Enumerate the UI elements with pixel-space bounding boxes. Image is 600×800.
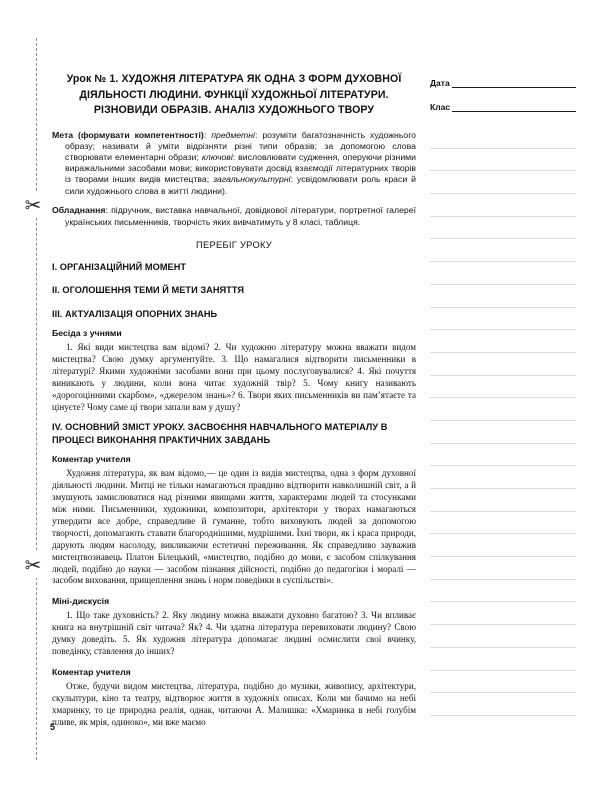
note-line[interactable] bbox=[430, 376, 576, 399]
lesson-equipment-label: Обладнання bbox=[52, 205, 106, 216]
note-line[interactable] bbox=[430, 625, 576, 648]
page-title: Урок № 1. ХУДОЖНЯ ЛІТЕРАТУРА ЯК ОДНА З ФОРМ ДУХОВНОЇ ДІЯЛЬНОСТІ ЛЮДИНИ. ФУНКЦІЇ ХУДОЖНЬОЇ ЛІТЕРАТУРИ. РІЗНОВИДИ ОБРАЗІВ. АНАЛІЗ ХУДОЖНЬОГО ТВОРУ bbox=[66, 73, 402, 116]
note-line[interactable] bbox=[430, 693, 576, 716]
date-label: Дата bbox=[430, 78, 450, 88]
teacher-comment-text-1: Художня література, як вам відомо,— це один із видів мистецтва, одна з форм духовної діяльності людини. Митці не тільки намагаються правдиво відтворити навколишній світ, а й змушують замислюватися над різними явищами життя, характерами людей та стосунками між ними. Письменники, художники, композитори, архітектори у творах намагаються утвердити все добре, справедливе й гуманне, тобто виховують людей за допомогою творчості, допомагають ставати благороднішими, мудрішими. Їхні твори, як і краса природи, дарують людям насолоду, викликаючи естетичні переживання. Як справедливо зауважив мистецтвознавець Платон Білецький, «мистецтво, подібно до мови, є засобом спілкування людей, подібно до науки — засобом пізнання дійсності, подібно до педагогіки і моралі — засобом виховання, прищеплення знань і норм поведінки в суспільстві». bbox=[52, 468, 416, 586]
note-line[interactable] bbox=[430, 217, 576, 240]
subheading-mini-discussion: Міні-дискусія bbox=[52, 596, 110, 607]
lesson-content bbox=[52, 72, 416, 729]
note-line[interactable] bbox=[430, 285, 576, 308]
note-line[interactable] bbox=[430, 171, 576, 194]
note-line[interactable] bbox=[430, 149, 576, 172]
date-input-rule[interactable] bbox=[452, 78, 576, 88]
class-input-rule[interactable] bbox=[452, 102, 576, 112]
subheading-teacher-comment-2: Коментар учителя bbox=[52, 666, 131, 677]
mini-discussion-questions: 1. Що таке духовність? 2. Яку людину можна вважати духовно багатою? 3. Чи впливає книга на внутрішній світ читача? Як? 4. Чи здатна література перевиховати людину? Свою думку доведіть. 5. Як художня література допомагає людині осмислити свої вчинку, поведінку, ставлення до інших? bbox=[52, 610, 416, 657]
note-line[interactable] bbox=[430, 489, 576, 512]
cut-dashed-line bbox=[36, 38, 37, 760]
goal-cultural-text: : усвідомлювати роль краси й сили художнього слова в житті людини). bbox=[65, 174, 417, 196]
scissors-icon: ✂ bbox=[20, 552, 46, 578]
class-field-row[interactable] bbox=[430, 102, 576, 112]
goal-key-text: : висловлювати судження, оперуючи різними виражальними засобами мови; використовувати досвід взаємодії літературних творів із творами інших видів мистецтва; bbox=[65, 151, 416, 185]
note-line[interactable] bbox=[430, 421, 576, 444]
note-lines bbox=[430, 126, 576, 716]
notes-column bbox=[430, 78, 576, 716]
note-line[interactable] bbox=[430, 534, 576, 557]
note-line[interactable] bbox=[430, 671, 576, 694]
section-heading-i: I. ОРГАНІЗАЦІЙНИЙ МОМЕНТ bbox=[52, 261, 187, 272]
subheading-besida: Бесіда з учнями bbox=[52, 328, 122, 339]
section-heading-ii: II. ОГОЛОШЕННЯ ТЕМИ Й МЕТИ ЗАНЯТТЯ bbox=[52, 285, 245, 296]
note-line[interactable] bbox=[430, 330, 576, 353]
note-line[interactable] bbox=[430, 126, 576, 149]
note-line[interactable] bbox=[430, 557, 576, 580]
lesson-equipment bbox=[52, 205, 416, 227]
section-heading-iii: III. АКТУАЛІЗАЦІЯ ОПОРНИХ ЗНАНЬ bbox=[52, 308, 218, 319]
goal-subject-label: предметні bbox=[211, 129, 255, 140]
lesson-goal-label: Мета (формувати компетентності) bbox=[52, 129, 204, 140]
note-line[interactable] bbox=[430, 398, 576, 421]
page-number: 5 bbox=[50, 722, 56, 732]
note-line[interactable] bbox=[430, 194, 576, 217]
goal-key-label: ключові bbox=[201, 151, 233, 162]
note-line[interactable] bbox=[430, 308, 576, 331]
note-line[interactable] bbox=[430, 262, 576, 285]
goal-subject-text: : розуміти багатозначність художнього образу; називати й уміти відрізняти різні типи образів; за допомогою слова створювати елементарні образи; bbox=[65, 129, 417, 162]
note-line[interactable] bbox=[430, 512, 576, 535]
note-line[interactable] bbox=[430, 444, 576, 467]
course-heading: ПЕРЕБІГ УРОКУ bbox=[195, 239, 273, 250]
teacher-comment-text-2: Отже, будучи видом мистецтва, література, подібно до музики, живопису, архітектури, скульптури, кіно та театру, відтворює життя в художніх описах. Коли ми бачимо на небі хмаринку, то це природна реалія, однак, читаючи А. Малишка: «Хмаринка в небі голубім пливе, як мрія, одиноко», ми вже маємо bbox=[52, 680, 416, 727]
class-label: Клас bbox=[430, 102, 451, 112]
note-line[interactable] bbox=[430, 648, 576, 671]
goal-cultural-label: загальнокультурні bbox=[213, 174, 291, 185]
date-field-row[interactable] bbox=[430, 78, 576, 88]
section-heading-iv: IV. ОСНОВНИЙ ЗМІСТ УРОКУ. ЗАСВОЄННЯ НАВЧАЛЬНОГО МАТЕРІАЛУ В ПРОЦЕСІ ВИКОНАННЯ ПРАКТИЧНИХ ЗАВДАНЬ bbox=[52, 422, 388, 445]
note-line[interactable] bbox=[430, 602, 576, 625]
note-line[interactable] bbox=[430, 466, 576, 489]
note-line[interactable] bbox=[430, 353, 576, 376]
scissors-icon: ✂ bbox=[20, 192, 46, 218]
subheading-teacher-comment-1: Коментар учителя bbox=[52, 454, 131, 465]
note-line[interactable] bbox=[430, 580, 576, 603]
lesson-equipment-text: : підручник, виставка навчальної, довідкової літератури, портретної галереї українських письменників, творчість яких вивчатимуть у 8 класі, таблиця. bbox=[65, 205, 416, 227]
lesson-goal: Мета (формувати компетентності): предметні: розуміти багатозначність художнього образу; називати й уміти відрізняти різні типи образів; за допомогою слова створювати елементарні образи; ключові: висловлювати судження, оперуючи різними виражальними засобами мови; використовувати досвід взаємодії літературних творів із творами інших видів мистецтва; загальнокультурні: усвідомлювати роль краси й сили художнього слова в житті людини). bbox=[52, 129, 417, 196]
note-line[interactable] bbox=[430, 239, 576, 262]
besida-questions: 1. Які види мистецтва вам відомі? 2. Чи художню літературу можна вважати видом мистецтва? Свою думку аргументуйте. 3. Що намагалися відтворити письменники в літературі? Якими художніми засобами вони при цьому послуговувалися? 4. Які почуття виникають у людини, коли вона читає художній твір? 5. Чому книгу називають «дорогоцінними скарбом», «джерелом знань»? 6. Твори яких письменників ви пам’ятаєте та цінуєте? Чому саме ці твори запали вам у душу? bbox=[52, 342, 416, 412]
